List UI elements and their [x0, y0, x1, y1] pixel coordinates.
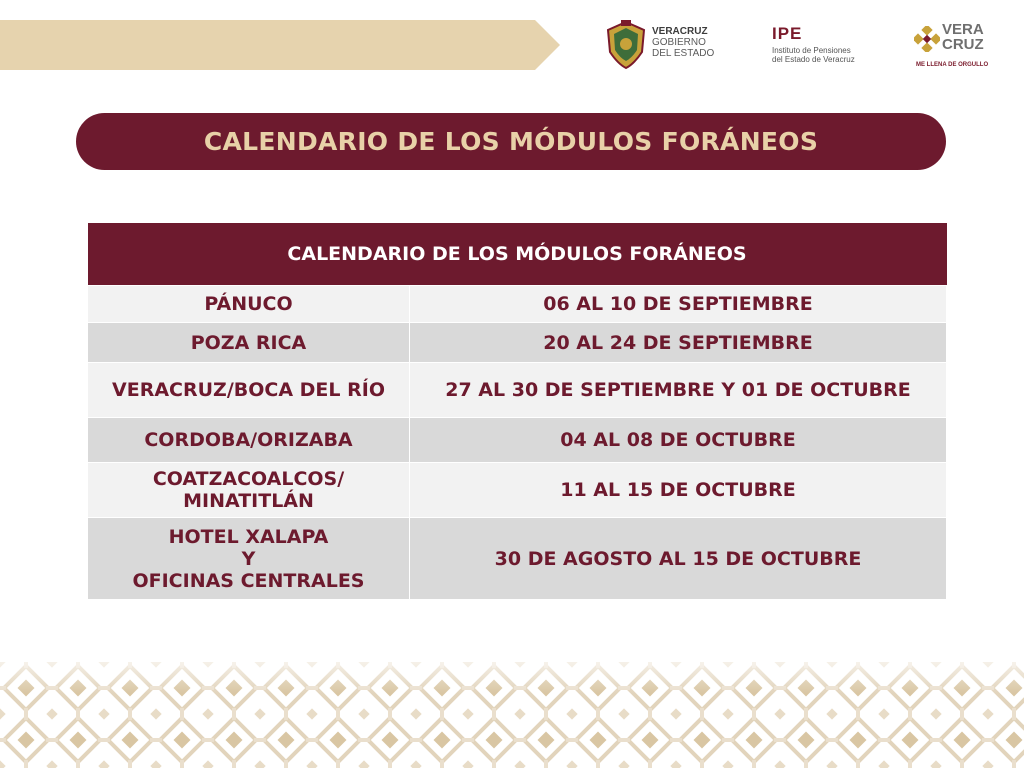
calendar-table — [87, 223, 947, 600]
dates-cell: 11 AL 15 DE OCTUBRE — [410, 463, 947, 518]
gobierno-text — [652, 26, 714, 59]
table-row — [88, 518, 947, 600]
place-cell: COATZACOALCOS/ MINATITLÁN — [88, 463, 410, 518]
place-cell: POZA RICA — [88, 323, 410, 363]
dates-cell: 06 AL 10 DE SEPTIEMBRE — [410, 286, 947, 323]
dates-cell: 30 DE AGOSTO AL 15 DE OCTUBRE — [410, 518, 947, 600]
gobierno-line1: VERACRUZ — [652, 26, 708, 37]
pattern-mark-icon — [914, 26, 940, 52]
table-row — [88, 286, 947, 323]
banner-title: CALENDARIO DE LOS MÓDULOS FORÁNEOS — [203, 127, 819, 156]
gobierno-veracruz-logo — [600, 18, 730, 74]
place-line: HOTEL XALAPA — [168, 525, 329, 548]
veracruz-brand-logo — [912, 18, 998, 74]
table-header: CALENDARIO DE LOS MÓDULOS FORÁNEOS — [88, 223, 947, 286]
ipe-subtitle — [772, 46, 855, 64]
table-row — [88, 463, 947, 518]
table-header-row — [88, 223, 947, 286]
table-row — [88, 418, 947, 463]
veracruz-wordmark — [942, 22, 984, 52]
place-line: OFICINAS CENTRALES — [132, 569, 365, 592]
veracruz-wordmark-line2: CRUZ — [942, 36, 984, 53]
coat-of-arms-icon — [604, 20, 648, 70]
header-ribbon — [0, 20, 560, 70]
decorative-pattern — [0, 662, 1024, 768]
place-cell — [88, 518, 410, 600]
veracruz-wordmark-line1: VERA — [942, 21, 984, 38]
ipe-logo — [772, 18, 882, 74]
ipe-acronym: IPE — [772, 24, 803, 43]
table-row — [88, 363, 947, 418]
title-banner — [76, 113, 946, 170]
gobierno-line3: DEL ESTADO — [652, 48, 715, 59]
place-cell: VERACRUZ/BOCA DEL RÍO — [88, 363, 410, 418]
place-cell: CORDOBA/ORIZABA — [88, 418, 410, 463]
dates-cell: 04 AL 08 DE OCTUBRE — [410, 418, 947, 463]
gobierno-line2: GOBIERNO — [652, 37, 706, 48]
ipe-subtitle-line2: del Estado de Veracruz — [772, 55, 855, 64]
place-cell: PÁNUCO — [88, 286, 410, 323]
place-line: Y — [241, 547, 256, 570]
veracruz-tagline: ME LLENA DE ORGULLO — [916, 62, 989, 68]
ipe-subtitle-line1: Instituto de Pensiones — [772, 46, 851, 55]
table-row — [88, 323, 947, 363]
dates-cell: 20 AL 24 DE SEPTIEMBRE — [410, 323, 947, 363]
dates-cell: 27 AL 30 DE SEPTIEMBRE Y 01 DE OCTUBRE — [410, 363, 947, 418]
